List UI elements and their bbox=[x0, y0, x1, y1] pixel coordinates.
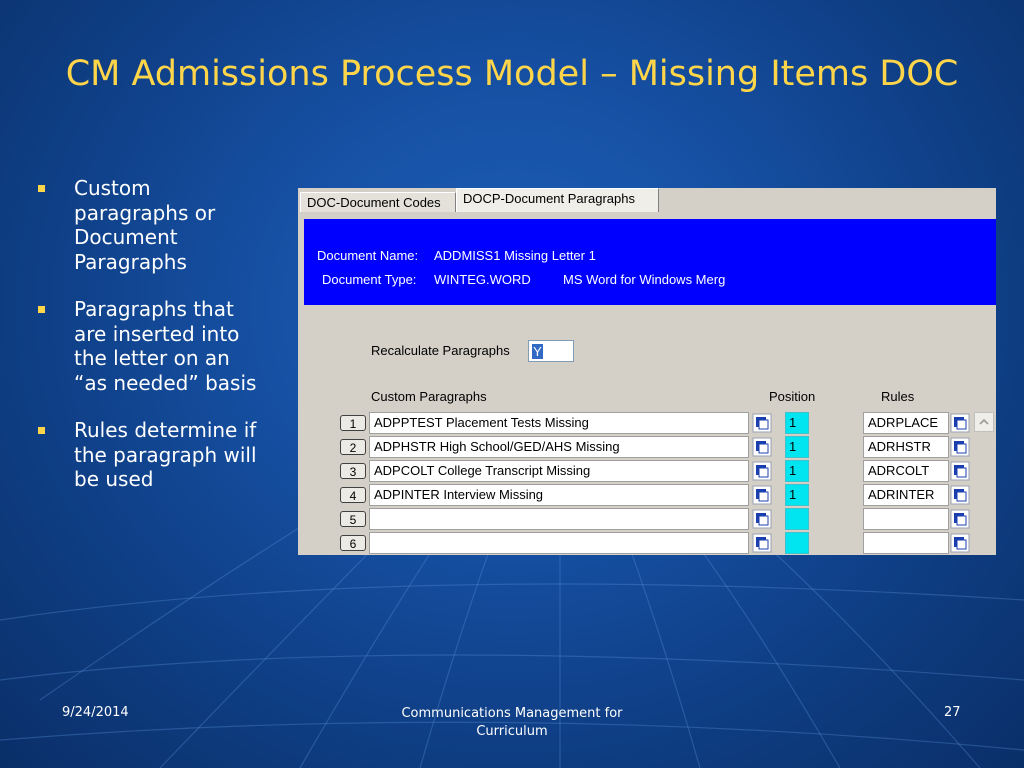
doc-name-label: Document Name: bbox=[317, 248, 419, 263]
position-field[interactable] bbox=[785, 532, 809, 554]
bullet-item bbox=[36, 418, 268, 492]
rule-field[interactable] bbox=[863, 508, 949, 530]
bullet-item bbox=[36, 176, 268, 274]
paragraph-lookup-icon[interactable] bbox=[752, 485, 772, 505]
rule-field[interactable]: ADRCOLT bbox=[863, 460, 949, 482]
paragraph-row bbox=[298, 436, 996, 458]
recalculate-value: Y bbox=[533, 344, 542, 359]
column-header-position: Position bbox=[769, 389, 816, 404]
rule-lookup-icon[interactable] bbox=[950, 533, 970, 553]
bullet-square-icon bbox=[38, 427, 45, 434]
footer-page-number: 27 bbox=[944, 705, 961, 720]
custom-paragraph-field[interactable]: ADPHSTR High School/GED/AHS Missing bbox=[369, 436, 749, 458]
paragraph-lookup-icon[interactable] bbox=[752, 533, 772, 553]
recalculate-label: Recalculate Paragraphs bbox=[371, 343, 510, 358]
bullet-text: Paragraphs that are inserted into the letter on an “as needed” basis bbox=[74, 297, 257, 395]
doc-type-code: WINTEG.WORD bbox=[434, 272, 531, 287]
position-field[interactable]: 1 bbox=[785, 436, 809, 458]
custom-paragraph-field[interactable] bbox=[369, 508, 749, 530]
bullet-text: Rules determine if the paragraph will be used bbox=[74, 418, 257, 491]
paragraph-row bbox=[298, 508, 996, 530]
rule-lookup-icon[interactable] bbox=[950, 437, 970, 457]
paragraph-lookup-icon[interactable] bbox=[752, 461, 772, 481]
row-number-button[interactable]: 3 bbox=[340, 463, 366, 479]
rule-lookup-icon[interactable] bbox=[950, 413, 970, 433]
rule-field[interactable]: ADRHSTR bbox=[863, 436, 949, 458]
doc-type-label: Document Type: bbox=[322, 272, 417, 287]
slide-title: CM Admissions Process Model – Missing Items DOC bbox=[65, 54, 959, 94]
rule-field[interactable] bbox=[863, 532, 949, 554]
rule-lookup-icon[interactable] bbox=[950, 509, 970, 529]
bullet-square-icon bbox=[38, 306, 45, 313]
footer-date: 9/24/2014 bbox=[62, 705, 129, 720]
column-header-rules: Rules bbox=[881, 389, 915, 404]
paragraph-row bbox=[298, 484, 996, 506]
recalculate-input[interactable] bbox=[528, 340, 574, 362]
bullet-item bbox=[36, 297, 268, 395]
paragraph-lookup-icon[interactable] bbox=[752, 413, 772, 433]
row-number-button[interactable]: 2 bbox=[340, 439, 366, 455]
position-field[interactable]: 1 bbox=[785, 484, 809, 506]
footer-title: Communications Management for Curriculum bbox=[401, 706, 623, 739]
paragraph-lookup-icon[interactable] bbox=[752, 437, 772, 457]
tab-docp-document-paragraphs[interactable]: DOCP-Document Paragraphs bbox=[456, 188, 659, 212]
tab-doc-document-codes[interactable]: DOC-Document Codes bbox=[300, 192, 456, 212]
bullet-list bbox=[36, 176, 268, 515]
row-number-button[interactable]: 6 bbox=[340, 535, 366, 551]
row-number-button[interactable]: 1 bbox=[340, 415, 366, 431]
tab-bar bbox=[298, 188, 996, 212]
custom-paragraph-field[interactable]: ADPPTEST Placement Tests Missing bbox=[369, 412, 749, 434]
doc-type-description: MS Word for Windows Merg bbox=[563, 272, 726, 287]
custom-paragraph-field[interactable] bbox=[369, 532, 749, 554]
bullet-text: Custom paragraphs or Document Paragraphs bbox=[74, 176, 216, 274]
bullet-square-icon bbox=[38, 185, 45, 192]
rule-lookup-icon[interactable] bbox=[950, 485, 970, 505]
rule-lookup-icon[interactable] bbox=[950, 461, 970, 481]
row-number-button[interactable]: 5 bbox=[340, 511, 366, 527]
column-header-custom-paragraphs: Custom Paragraphs bbox=[371, 389, 487, 404]
paragraph-row bbox=[298, 532, 996, 554]
paragraph-lookup-icon[interactable] bbox=[752, 509, 772, 529]
position-field[interactable]: 1 bbox=[785, 412, 809, 434]
rule-field[interactable]: ADRPLACE bbox=[863, 412, 949, 434]
position-field[interactable] bbox=[785, 508, 809, 530]
custom-paragraph-field[interactable]: ADPCOLT College Transcript Missing bbox=[369, 460, 749, 482]
app-screenshot bbox=[298, 188, 996, 555]
document-header-panel bbox=[304, 219, 996, 305]
row-number-button[interactable]: 4 bbox=[340, 487, 366, 503]
doc-name-value: ADDMISS1 Missing Letter 1 bbox=[434, 248, 596, 263]
custom-paragraph-field[interactable]: ADPINTER Interview Missing bbox=[369, 484, 749, 506]
paragraph-row bbox=[298, 460, 996, 482]
position-field[interactable]: 1 bbox=[785, 460, 809, 482]
rule-field[interactable]: ADRINTER bbox=[863, 484, 949, 506]
paragraph-row bbox=[298, 412, 996, 434]
